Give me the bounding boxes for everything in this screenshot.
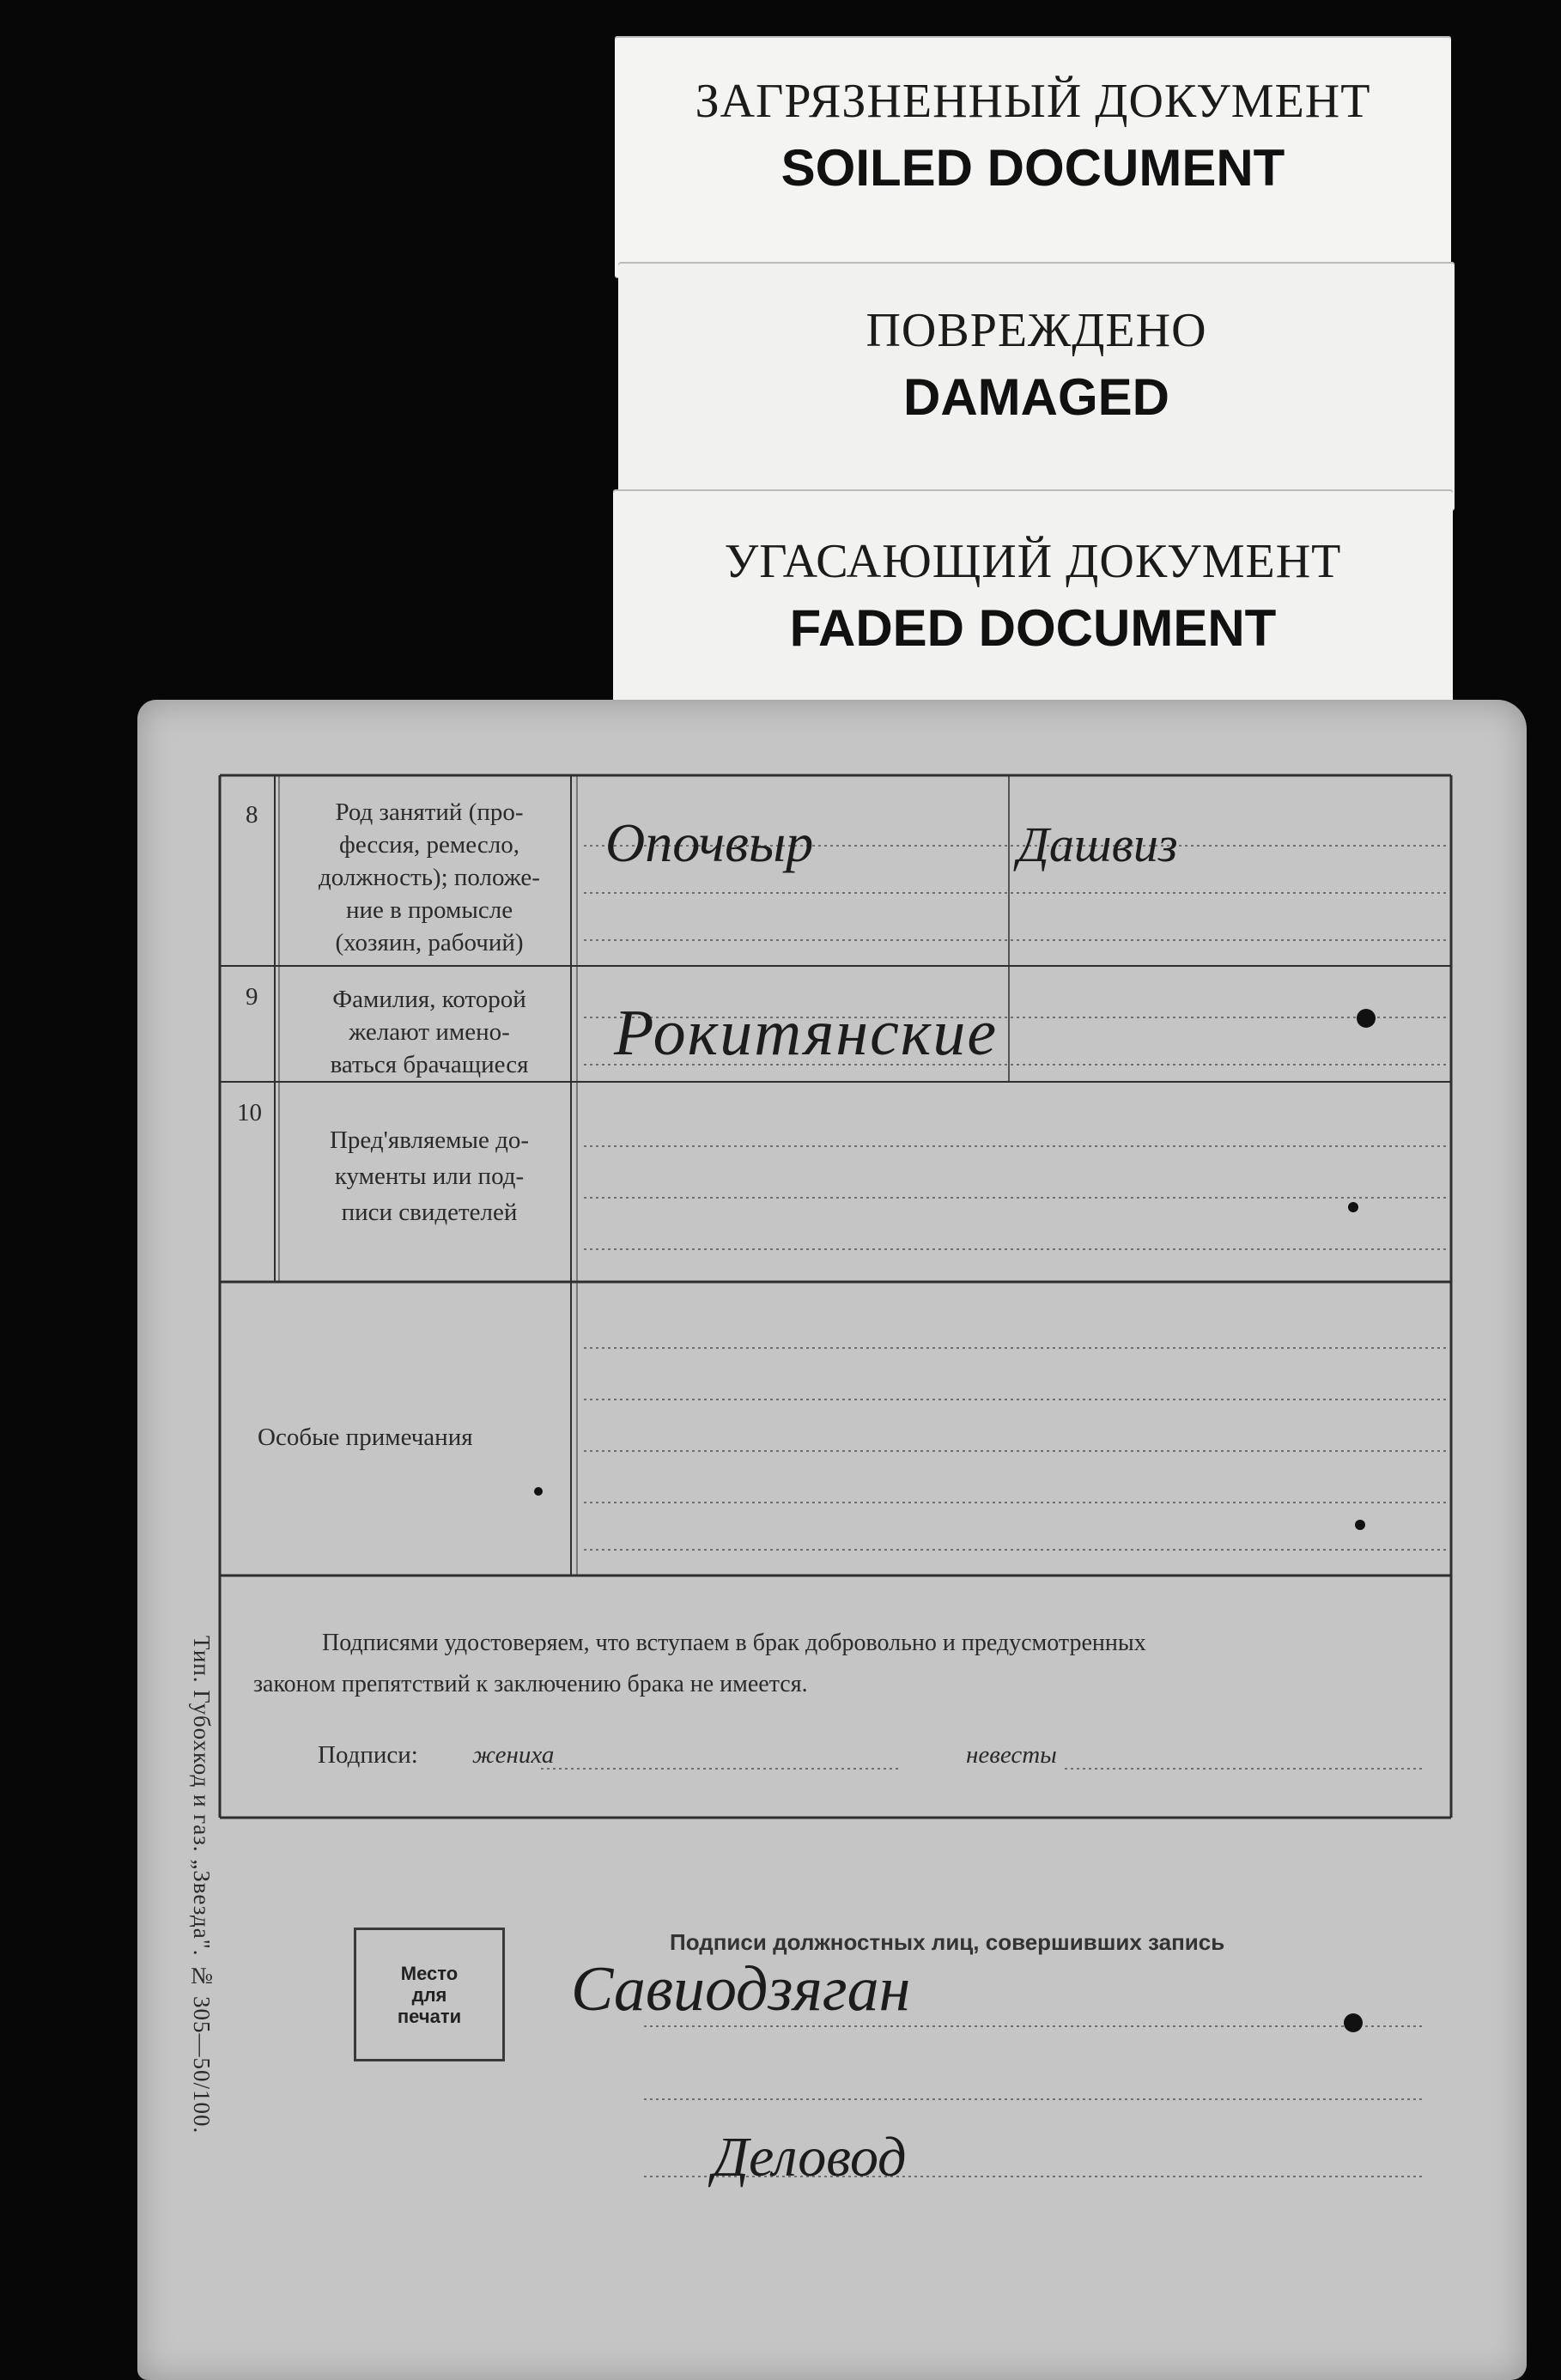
official-signature-2: Деловод bbox=[713, 2126, 907, 2189]
declaration-line-2: законом препятствий к заключению брака не имеется. bbox=[253, 1671, 808, 1697]
label-en: DAMAGED bbox=[903, 368, 1169, 426]
damaged-label bbox=[618, 262, 1455, 511]
bride-label: невесты bbox=[966, 1741, 1057, 1769]
label-ru: ПОВРЕЖДЕНО bbox=[866, 304, 1207, 357]
label-line: фессия, ремесло, bbox=[339, 831, 519, 859]
groom-label: жениха bbox=[472, 1741, 555, 1769]
occupation-label bbox=[292, 796, 567, 959]
signatures-label: Подписи: bbox=[318, 1741, 418, 1769]
faded-document-label bbox=[613, 489, 1453, 704]
stamp-placeholder bbox=[354, 1928, 505, 2061]
label-line: должность); положе- bbox=[319, 864, 540, 891]
label-line: Род занятий (про- bbox=[335, 798, 524, 826]
stamp-line: печати bbox=[397, 2005, 462, 2027]
label-en: FADED DOCUMENT bbox=[789, 599, 1277, 657]
label-line: Фамилия, которой bbox=[332, 986, 526, 1013]
stamp-line: Место bbox=[400, 1962, 459, 1984]
label-line: ваться брачащиеся bbox=[330, 1051, 529, 1078]
row-number: 8 bbox=[246, 801, 258, 829]
handwritten-occupation-2: Дашвиз bbox=[1017, 817, 1178, 872]
special-notes-label: Особые примечания bbox=[258, 1424, 473, 1451]
handwritten-surname: Рокитянские bbox=[614, 997, 999, 1069]
label-line: писи свидетелей bbox=[341, 1199, 518, 1226]
label-line: (хозяин, рабочий) bbox=[335, 929, 524, 956]
soiled-document-label bbox=[615, 36, 1451, 278]
label-line: желают имено- bbox=[349, 1018, 510, 1046]
stamp-line: для bbox=[411, 1983, 447, 2006]
label-line: ние в промысле bbox=[345, 896, 513, 924]
ink-speck bbox=[1355, 1520, 1365, 1530]
punch-hole bbox=[1344, 2013, 1363, 2032]
handwritten-occupation-1: Опочвыр bbox=[605, 812, 814, 873]
label-line: кументы или под- bbox=[334, 1163, 525, 1190]
ink-speck bbox=[1348, 1202, 1358, 1212]
ink-speck bbox=[534, 1487, 543, 1496]
printer-note: Тип. Губохкод и газ. „Звезда". № 305—50/100. bbox=[189, 1636, 215, 2134]
marriage-record-sheet bbox=[137, 700, 1527, 2380]
official-signature-1: Савиодзяган bbox=[571, 1954, 911, 2025]
label-en: SOILED DOCUMENT bbox=[780, 139, 1285, 197]
label-line: Пред'являемые до- bbox=[329, 1126, 530, 1154]
label-ru: УГАСАЮЩИЙ ДОКУМЕНТ bbox=[724, 535, 1342, 588]
officials-label: Подписи должностных лиц, совершивших запись bbox=[670, 1929, 1225, 1955]
punch-hole bbox=[1357, 1009, 1376, 1028]
label-ru: ЗАГРЯЗНЕННЫЙ ДОКУМЕНТ bbox=[695, 75, 1371, 128]
documents-label bbox=[292, 1122, 567, 1230]
surname-label bbox=[292, 983, 567, 1081]
row-number: 9 bbox=[246, 983, 258, 1011]
row-number: 10 bbox=[237, 1099, 262, 1126]
declaration-line-1: Подписями удостоверяем, что вступаем в брак добровольно и предусмотренных bbox=[322, 1630, 1146, 1656]
